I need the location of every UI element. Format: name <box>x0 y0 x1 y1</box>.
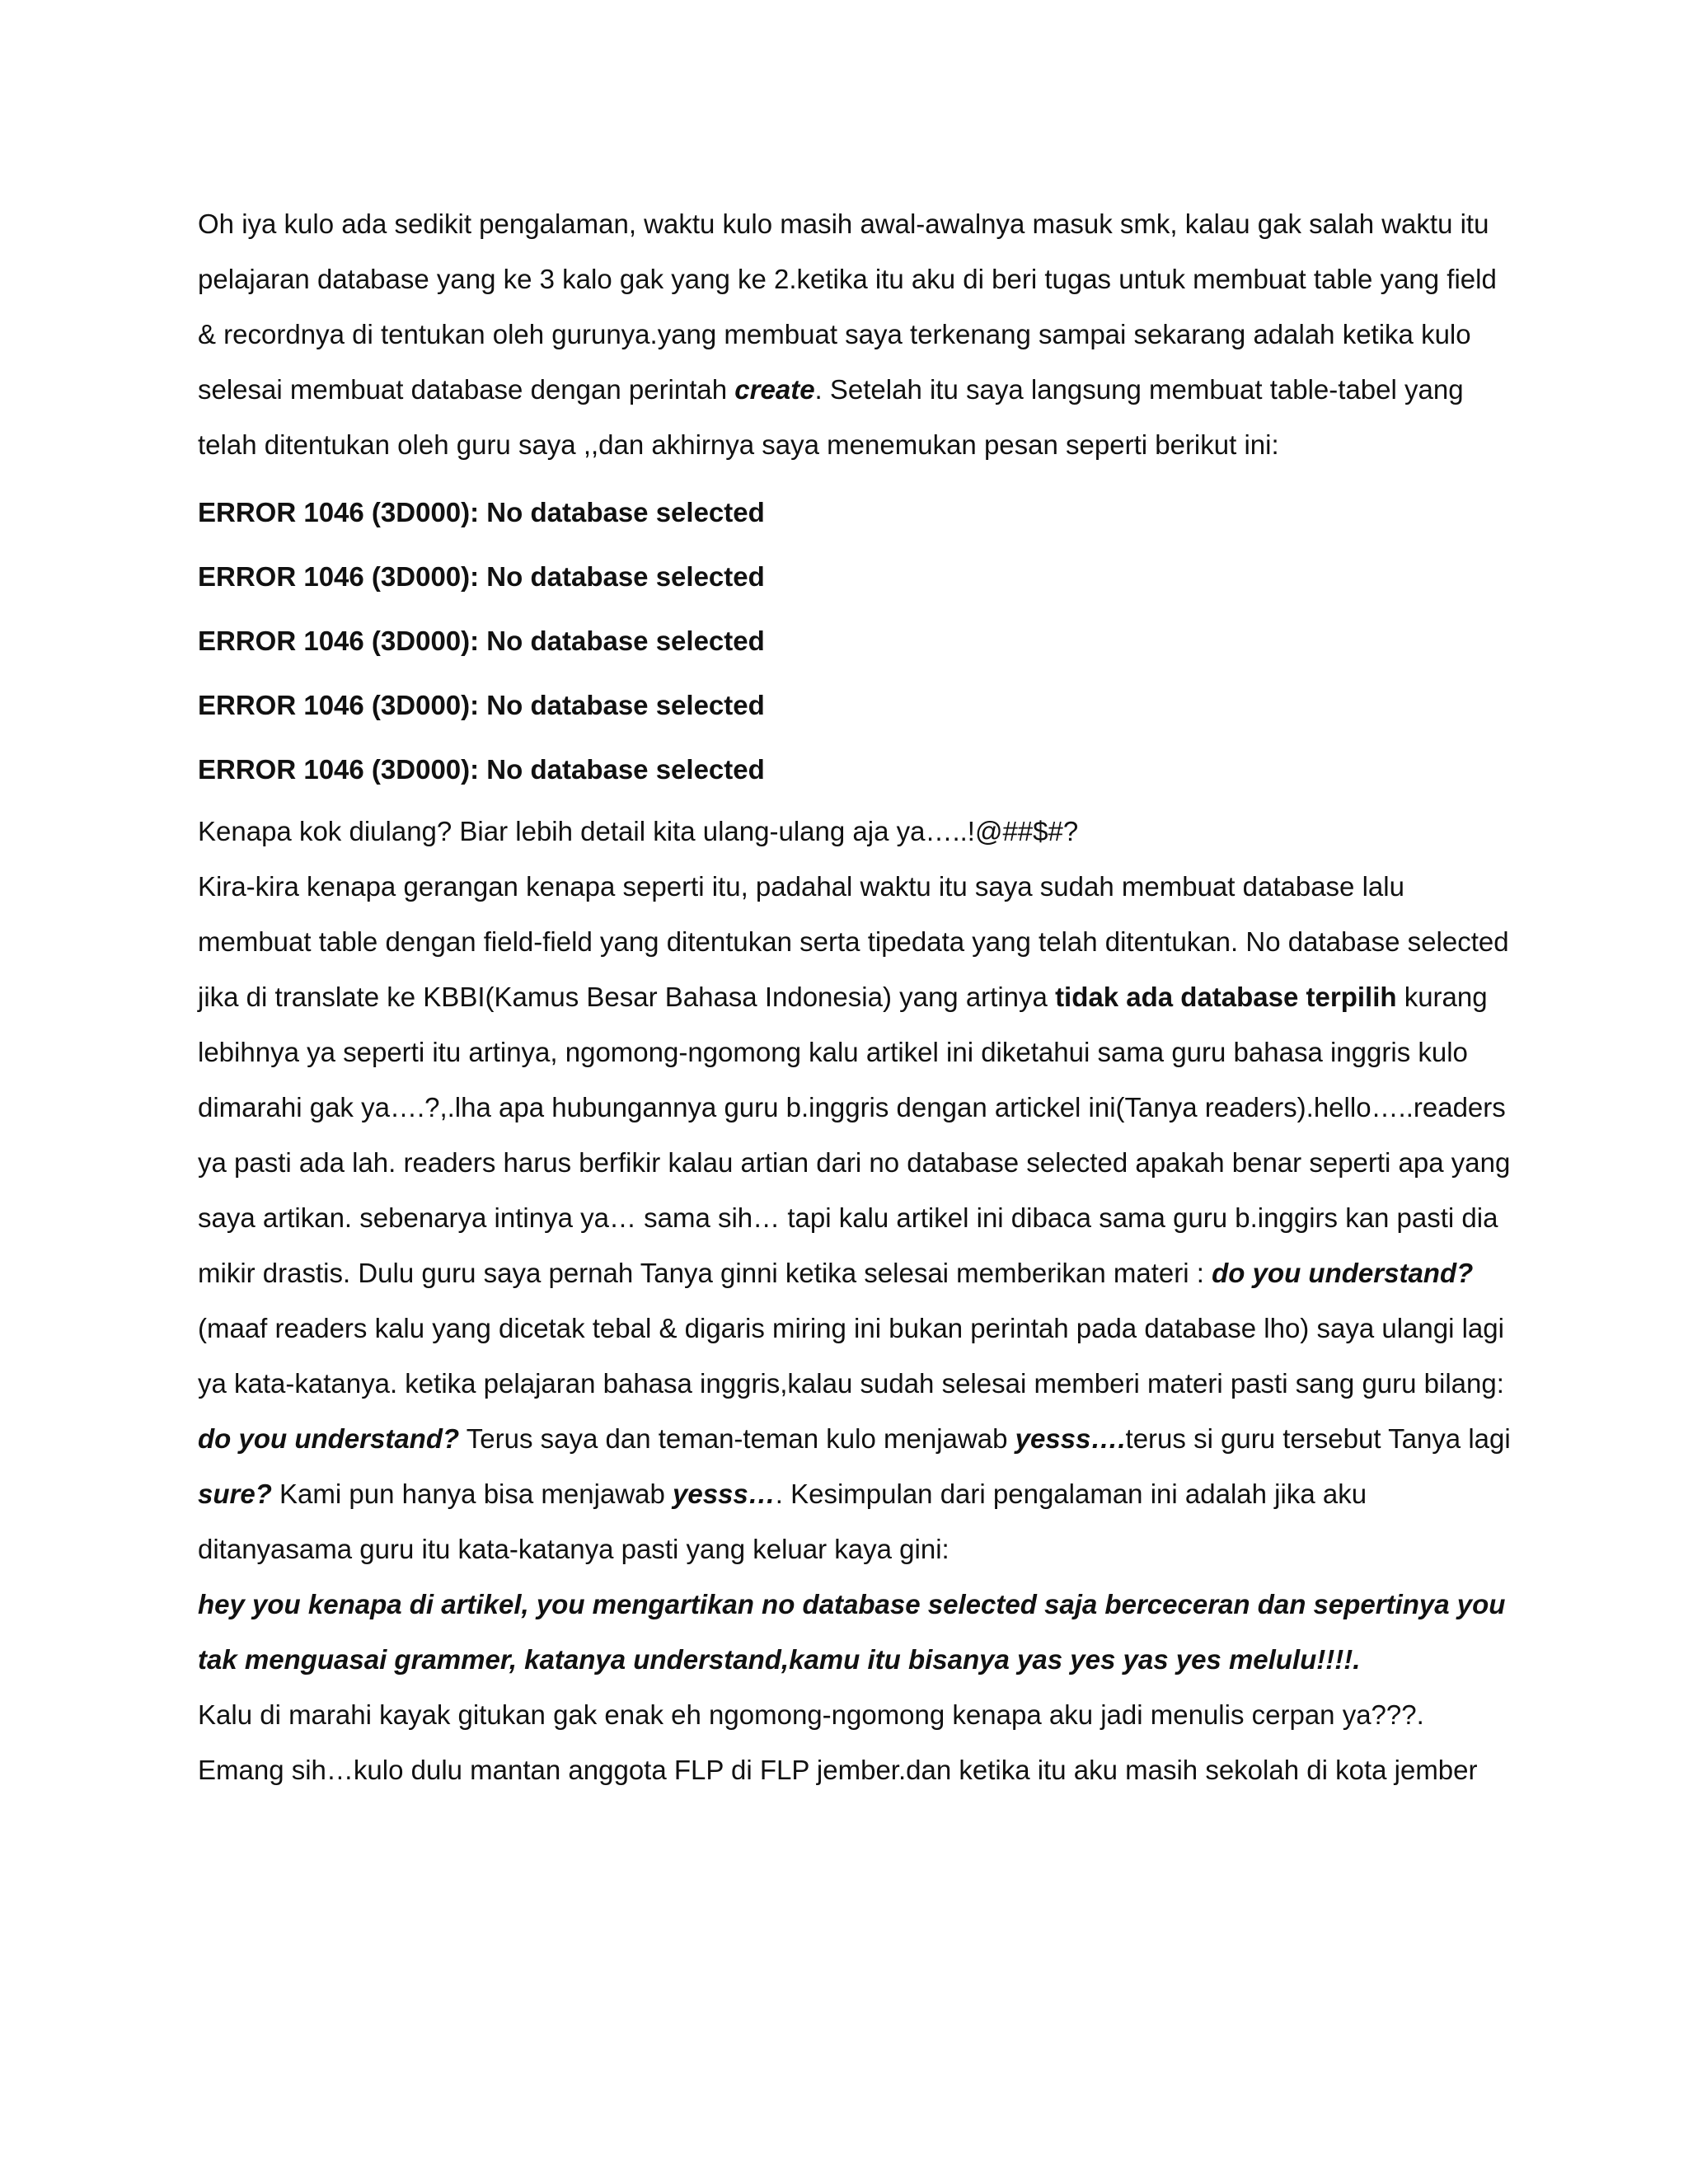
sure-question: sure? <box>198 1479 272 1509</box>
explanation-text-1: Kira-kira kenapa gerangan kenapa seperti itu, padahal waktu itu saya sudah membuat database lalu membuat table dengan field-field yang ditentukan serta tipedata yang telah ditentukan. No database selected jika di translate ke KBBI(Kamus Besar Bahasa Indonesia) yang artinya <box>198 871 1509 1012</box>
document-body <box>198 196 1517 1797</box>
why-repeat-line: Kenapa kok diulang? Biar lebih detail kita ulang-ulang aja ya…..!@##$#? <box>198 816 1079 846</box>
explanation-text-4: Terus saya dan teman-teman kulo menjawab <box>459 1423 1015 1454</box>
error-message: ERROR 1046 (3D000): No database selected <box>198 497 765 527</box>
intro-paragraph <box>198 196 1517 472</box>
error-message: ERROR 1046 (3D000): No database selected <box>198 626 765 656</box>
explanation-text-5: terus si guru tersebut Tanya lagi <box>1125 1423 1511 1454</box>
do-you-understand-2: do you understand? <box>198 1423 460 1454</box>
yesss-answer-2: yesss… <box>673 1479 776 1509</box>
error-message-list <box>198 480 1517 802</box>
explanation-paragraph <box>198 859 1517 1577</box>
explanation-text-2: kurang lebihnya ya seperti itu artinya, ngomong-ngomong kalu artikel ini diketahui sama guru bahasa inggris kulo dimarahi gak ya….?,.lha apa hubungannya guru b.inggris dengan artickel ini(Tanya readers).hello…..readers ya pasti ada lah. readers harus berfikir kalau artian dari no database selected apakah benar seperti apa yang saya artikan. sebenarya intinya ya… sama sih… tapi kalu artikel ini dibaca sama guru b.inggirs kan pasti dia mikir drastis. Dulu guru saya pernah Tanya ginni ketika selesai memberikan materi : <box>198 982 1511 1288</box>
intro-text-1: Oh iya kulo ada sedikit pengalaman, waktu kulo masih awal-awalnya masuk smk, kalau gak salah waktu itu pelajaran database yang ke 3 kalo gak yang ke 2.ketika itu aku di beri tugas untuk membuat table yang field & recordnya di tentukan oleh gurunya.yang membuat saya terkenang sampai sekarang adalah ketika kulo selesai membuat database dengan perintah <box>198 209 1497 405</box>
explanation-text-7: . Kesimpulan dari pengalaman ini adalah jika aku ditanyasama guru itu kata-katanya pasti yang keluar kaya gini: <box>198 1479 1367 1564</box>
explanation-text-3: (maaf readers kalu yang dicetak tebal & digaris miring ini bukan perintah pada database lho) saya ulangi lagi ya kata-katanya. ketika pelajaran bahasa inggris,kalau sudah selesai memberi materi pasti sang guru bilang: <box>198 1313 1504 1399</box>
teacher-quote: hey you kenapa di artikel, you mengartikan no database selected saja berceceran dan sepertinya you tak menguasai grammer, katanya understand,kamu itu bisanya yas yes yas yes melulu!!!!. <box>198 1589 1506 1675</box>
create-command-text: create <box>734 374 815 405</box>
yesss-answer-1: yesss…. <box>1015 1423 1126 1454</box>
kbbi-translation-bold: tidak ada database terpilih <box>1055 982 1397 1012</box>
explanation-text-6: Kami pun hanya bisa menjawab <box>271 1479 673 1509</box>
error-message: ERROR 1046 (3D000): No database selected <box>198 754 765 785</box>
error-message: ERROR 1046 (3D000): No database selected <box>198 561 765 592</box>
error-message: ERROR 1046 (3D000): No database selected <box>198 690 765 720</box>
closing-paragraph: Kalu di marahi kayak gitukan gak enak eh ngomong-ngomong kenapa aku jadi menulis cerpan ya???. Emang sih…kulo dulu mantan anggota FLP di FLP jember.dan ketika itu aku masih sekolah di kota jember <box>198 1699 1478 1785</box>
do-you-understand-1: do you understand? <box>1212 1258 1474 1288</box>
intro-text-2: . Setelah itu saya langsung membuat table-tabel yang telah ditentukan oleh guru saya ,,dan akhirnya saya menemukan pesan seperti berikut ini: <box>198 374 1464 460</box>
